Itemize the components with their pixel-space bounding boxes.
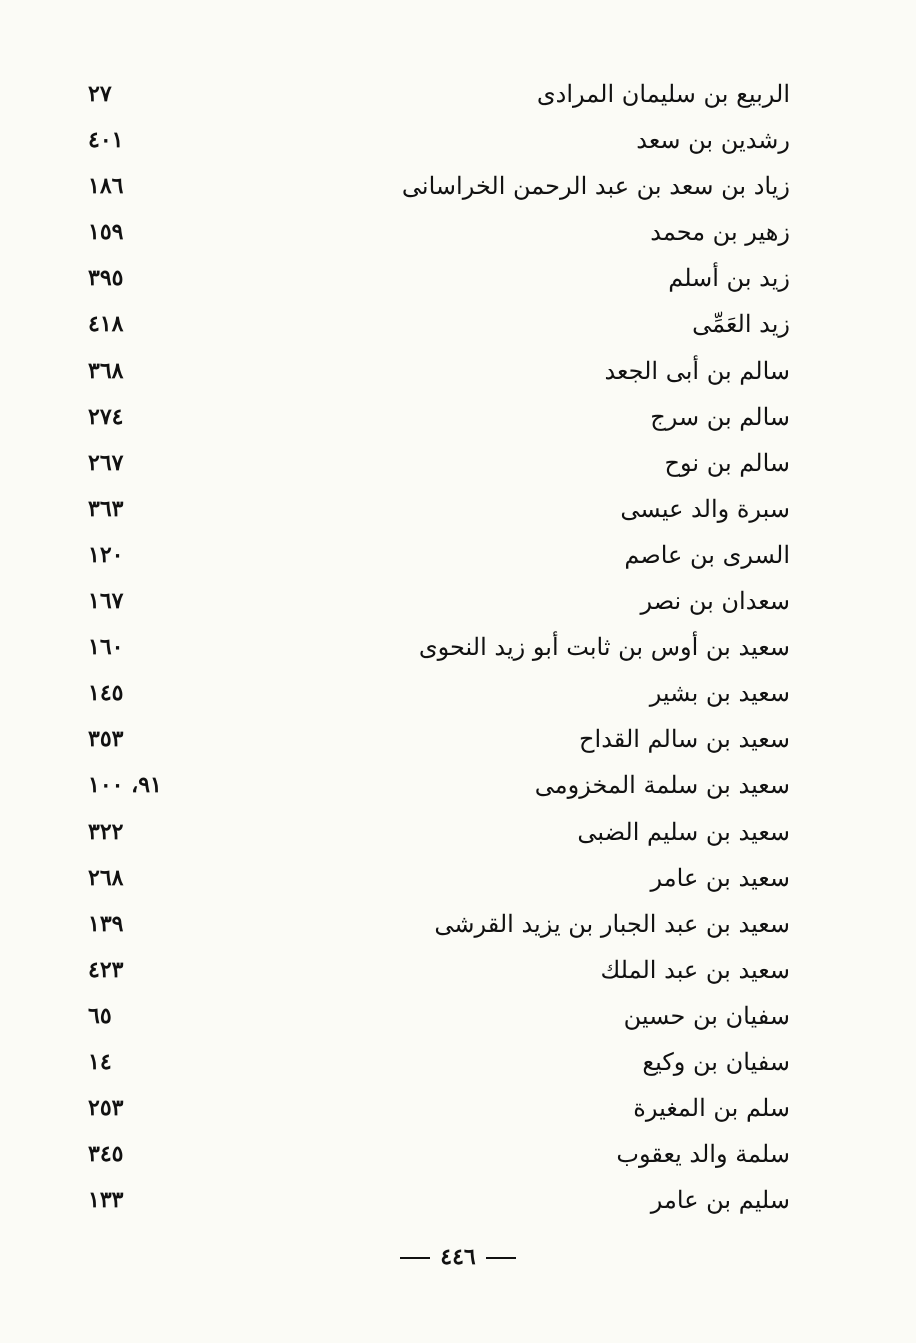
entry-page-numbers: ٢٧٤ <box>88 403 124 430</box>
entry-name: سعيد بن عامر <box>650 863 790 892</box>
entry-page-numbers: ١٤٥ <box>88 680 124 707</box>
index-entry <box>80 210 790 256</box>
index-entry <box>80 487 790 533</box>
index-entry <box>80 395 790 441</box>
entry-name: سالم بن نوح <box>664 448 790 477</box>
entry-page-numbers: ٤٢٣ <box>88 956 124 983</box>
entry-name: زيد بن أسلم <box>668 264 790 293</box>
entry-name: سالم بن أبى الجعد <box>604 356 790 385</box>
index-entry <box>80 902 790 948</box>
index-entry <box>80 256 790 302</box>
entry-name: سعدان بن نصر <box>640 587 790 616</box>
index-entry <box>80 118 790 164</box>
entry-page-numbers: ٢٦٨ <box>88 864 124 891</box>
index-entry <box>80 1132 790 1178</box>
index-entry <box>80 1178 790 1224</box>
entry-page-numbers: ٩١، ١٠٠ <box>88 772 162 799</box>
index-entry <box>80 948 790 994</box>
entry-page-numbers: ١٣٩ <box>88 910 124 937</box>
entry-name: سعيد بن سالم القداح <box>579 725 790 754</box>
entry-name: السرى بن عاصم <box>624 540 790 569</box>
page-footer <box>0 1244 916 1270</box>
index-entry <box>80 164 790 210</box>
entry-page-numbers: ٣٦٨ <box>88 357 124 384</box>
entry-page-numbers: ١٤ <box>88 1048 112 1075</box>
index-entry <box>80 717 790 763</box>
entry-name: سعيد بن بشير <box>649 679 790 708</box>
index-entry <box>80 441 790 487</box>
index-entry <box>80 72 790 118</box>
entry-name: زهير بن محمد <box>650 218 790 247</box>
entry-page-numbers: ٣٥٣ <box>88 726 124 753</box>
entry-page-numbers: ١٨٦ <box>88 173 124 200</box>
entry-name: سعيد بن سلمة المخزومى <box>534 771 790 800</box>
entry-name: سعيد بن سليم الضبى <box>577 817 790 846</box>
index-entry <box>80 302 790 348</box>
entry-page-numbers: ٣٢٢ <box>88 818 124 845</box>
entry-page-numbers: ١٦٧ <box>88 588 124 615</box>
entry-page-numbers: ١٢٠ <box>88 541 124 568</box>
entry-page-numbers: ٣٦٣ <box>88 495 124 522</box>
index-entry <box>80 763 790 809</box>
entry-name: سعيد بن أوس بن ثابت أبو زيد النحوى <box>418 633 790 662</box>
entry-page-numbers: ٣٤٥ <box>88 1141 124 1168</box>
entry-name: الربيع بن سليمان المرادى <box>536 80 790 108</box>
entry-page-numbers: ١٣٣ <box>88 1187 124 1214</box>
entry-page-numbers: ٢٧ <box>88 81 112 107</box>
entry-name: سفيان بن حسين <box>623 1001 790 1030</box>
footer-dash-left <box>486 1257 516 1259</box>
entry-page-numbers: ٢٦٧ <box>88 449 124 476</box>
entry-name: سلمة والد يعقوب <box>616 1140 790 1169</box>
index-entry <box>80 625 790 671</box>
entry-name: سالم بن سرج <box>650 402 790 431</box>
entry-name: سعيد بن عبد الجبار بن يزيد القرشى <box>434 909 790 938</box>
entry-page-numbers: ٢٥٣ <box>88 1095 124 1122</box>
index-entry <box>80 1040 790 1086</box>
entry-page-numbers: ١٥٩ <box>88 219 124 246</box>
index-entry <box>80 533 790 579</box>
entry-page-numbers: ١٦٠ <box>88 634 124 661</box>
entry-name: سبرة والد عيسى <box>620 494 790 523</box>
index-entry <box>80 579 790 625</box>
entry-page-numbers: ٦٥ <box>88 1002 112 1029</box>
index-entry <box>80 671 790 717</box>
entry-name: سلم بن المغيرة <box>633 1094 790 1123</box>
entry-page-numbers: ٣٩٥ <box>88 265 124 292</box>
entry-name: سليم بن عامر <box>650 1186 790 1215</box>
page-number: ٤٤٦ <box>440 1244 476 1270</box>
index-entry <box>80 1086 790 1132</box>
entry-name: سعيد بن عبد الملك <box>600 955 790 984</box>
index-entry <box>80 994 790 1040</box>
entry-page-numbers: ٤١٨ <box>88 311 124 338</box>
footer-dash-right <box>400 1257 430 1259</box>
entry-page-numbers: ٤٠١ <box>88 127 124 154</box>
index-entry <box>80 349 790 395</box>
index-entry <box>80 856 790 902</box>
entry-name: رشدين بن سعد <box>636 126 790 155</box>
entry-name: سفيان بن وكيع <box>642 1047 790 1076</box>
entry-name: زياد بن سعد بن عبد الرحمن الخراسانى <box>401 172 790 201</box>
entry-name: زيد العَمِّى <box>692 310 790 339</box>
index-entry <box>80 810 790 856</box>
index-entries <box>80 72 790 1224</box>
